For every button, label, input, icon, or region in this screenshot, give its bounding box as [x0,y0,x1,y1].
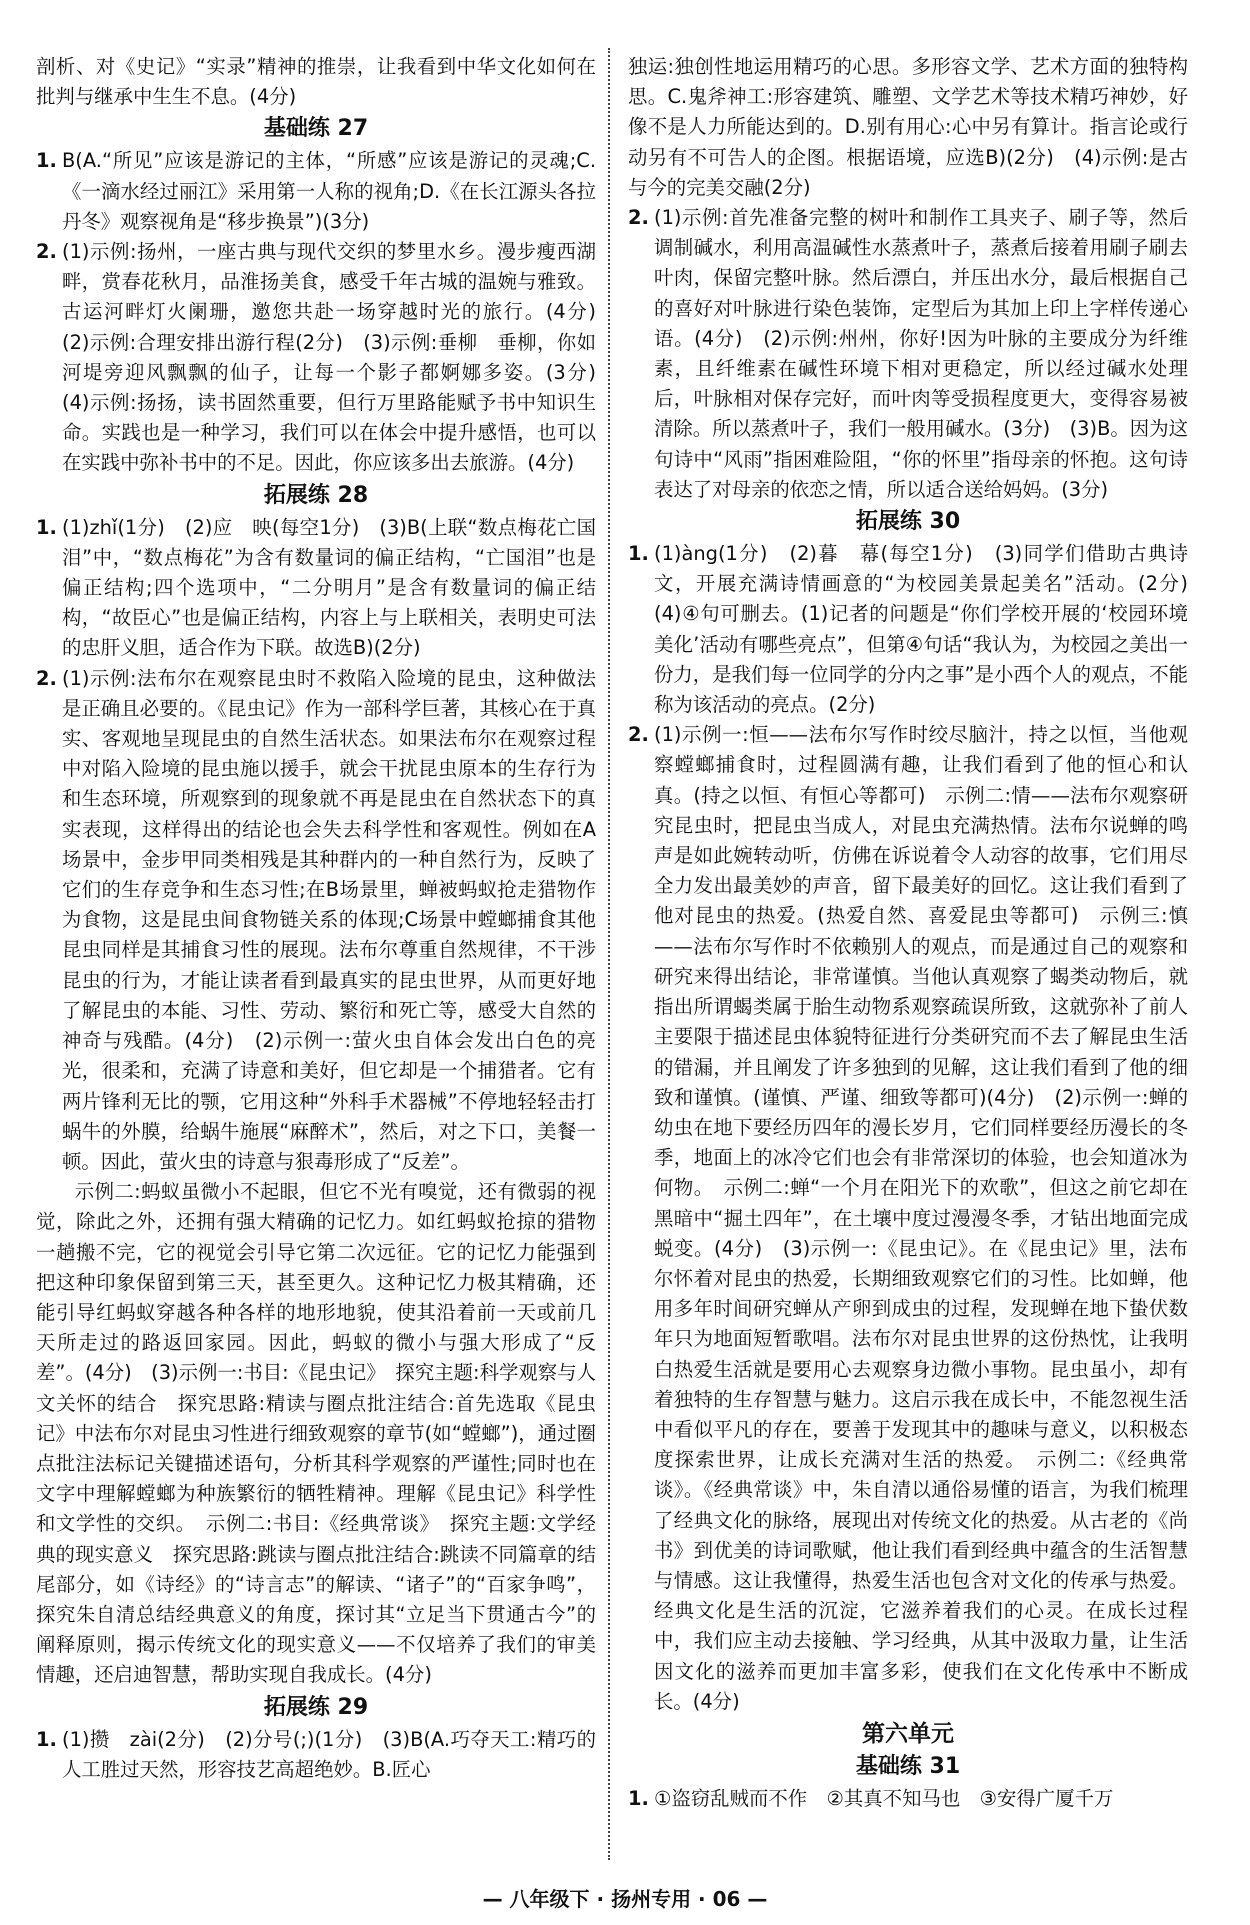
item-number: 2. [36,666,57,690]
answer-text: (1)示例:扬州，一座古典与现代交织的梦里水乡。漫步瘦西湖畔，赏春花秋月，品淮扬美食，感受千年古城的温婉与雅致。古运河畔灯火阑珊，邀您共赴一场穿越时光的旅行。(4分) (2)示例:合理安排出游行程(2分) (3)示例:垂柳 垂柳，你如河堤旁迎风飘飘的仙子，让每一个影子都婀娜多姿。(3分) (4)示例:扬扬，读书固然重要，但行万里路能赋予书中知识生命。实践也是一种学习，我们可以在体会中提升感悟，也可以在实践中弥补书中的不足。因此，你应该多出去旅游。(4分) [62,240,616,475]
unit-heading: 第六单元 [862,1720,954,1747]
answer-text: (1)示例一:恒——法布尔写作时绞尽脑汁，持之以恒，当他观察螳螂捕食时，过程圆满有趣，让我们看到了他的恒心和认真。(持之以恒、有恒心等都可) 示例二:情——法布尔观察研究昆虫时，把昆虫当成人，对昆虫充满热情。法布尔说蝉的鸣声是如此婉转动听，仿佛在诉说着令人动容的故事，它们用尽全力发出最美妙的声音，留下最美好的回忆。这让我们看到了他对昆虫的热爱。(热爱自然、喜爱昆虫等都可) 示例三:慎——法布尔写作时不依赖别人的观点，而是通过自己的观察和研究来得出结论，非常谨慎。当他认真观察了蝎类动物后，就指出所谓蝎类属于胎生动物系观察疏误所致，这就弥补了前人主要限于描述昆虫体貌特征进行分类研究而不去了解昆虫生活的错漏，并且阐发了许多独到的见解，这让我们看到了他的细致和谨慎。(谨慎、严谨、细致等都可)(4分) (2)示例一:蝉的幼虫在地下要经历四年的漫长岁月，它们同样要经历漫长的冬季，地面上的冰冷它们也会有非常深切的体验，也会知道冰为何物。 示例二:蝉“一个月在阳光下的欢歌”，但这之前它却在黑暗中“掘土四年”，在土壤中度过漫漫冬季，才钻出地面完成蜕变。(4分) (3)示例一:《昆虫记》。在《昆虫记》里，法布尔怀着对昆虫的热爱，长期细致观察它们的习性。比如蝉，他用多年时间研究蝉从产卵到成虫的过程，发现蝉在地下蛰伏数年只为地面短暂歌唱。法布尔对昆虫世界的这份热忱，让我明白热爱生活就是要用心去观察身边微小事物。昆虫虽小，却有着独特的生存智慧与魅力。这启示我在成长中，不能忽视生活中看似平凡的存在，要善于发现其中的趣味与意义，以积极态度探索世界，让成长充满对生活的热爱。 示例二:《经典常谈》。《经典常谈》中，朱自清以通俗易懂的语言，为我们梳理了经典文化的脉络，展现出对传统文化的热爱。从古老的《尚书》到优美的诗词歌赋，他让我们看到经典中蕴含的生活智慧与情感。这让我懂得，热爱生活也包含对文化的传承与热爱。经典文化是生活的沉淀，它滋养着我们的心灵。在成长过程中，我们应主动去接触、学习经典，从其中汲取力量，让生活因文化的滋养而更加丰富多彩，使我们在文化传承中不断成长。(4分) [654,723,1188,1713]
section-heading-31: 基础练 31 [855,1753,961,1779]
item-number: 1. [628,542,649,566]
item-number: 1. [36,149,57,173]
answer-item [628,1784,1188,1814]
item-number: 2. [628,206,649,230]
item-number: 1. [36,1727,57,1751]
answer-item [36,513,596,664]
answer-paragraph: 示例二:蚂蚁虽微小不起眼，但它不光有嗅觉，还有微弱的视觉，除此之外，还拥有强大精确的记忆力。如红蚂蚁抢掠的猎物一趟搬不完，它的视觉会引导它第二次远征。它的记忆力能强到把这种印象保留到第三天，甚至更久。这种记忆力极其精确，还能引导红蚂蚁穿越各种各样的地形地貌，使其沿着前一天或前几天所走过的路返回家园。因此，蚂蚁的微小与强大形成了“反差”。(4分) (3)示例一:书目:《昆虫记》 探究主题:科学观察与人文关怀的结合 探究思路:精读与圈点批注结合:首先选取《昆虫记》中法布尔对昆虫习性进行细致观察的章节(如“螳螂”)，通过圈点批注法标记关键描述语句，分析其科学观察的严谨性;同时也在文字中理解螳螂为种族繁衍的牺牲精神。理解《昆虫记》科学性和文学性的交织。 示例二:书目:《经典常谈》 探究主题:文学经典的现实意义 探究思路:跳读与圈点批注结合:跳读不同篇章的结尾部分，如《诗经》的“诗言志”的解读、“诸子”的“百家争鸣”，探究朱自清总结经典意义的角度，探讨其“立足当下贯通古今”的阐释原则，揭示传统文化的现实意义——不仅培养了我们的审美情趣，还启迪智慧，帮助实现自我成长。(4分) [36,1180,596,1687]
section-heading-28: 拓展练 28 [263,482,369,508]
item-number: 1. [628,1786,649,1810]
answer-text: ①盗窃乱贼而不作 ②其真不知马也 ③安得广厦千万 [654,1786,1114,1810]
continued-text: 独运:独创性地运用精巧的心思。多形容文学、艺术方面的独特构思。C.鬼斧神工:形容建筑、雕塑、文学艺术等技术精巧神妙，好像不是人力所能达到的。D.别有用心:心中另有算计。指言论或行动另有不可告人的企图。根据语境，应选B)(2分) (4)示例:是古与今的完美交融(2分) [628,55,1188,199]
continued-text: 剖析、对《史记》“实录”精神的推崇，让我看到中华文化如何在批判与继承中生生不息。(4分) [36,55,596,109]
right-column [628,52,1208,1814]
item-number: 2. [628,723,649,747]
answer-text: (1)zhǐ(1分) (2)应 映(每空1分) (3)B(上联“数点梅花亡国泪”中，“数点梅花”为含有数量词的偏正结构，“亡国泪”也是偏正结构;四个选项中，“二分明月”是含有数量词的偏正结构，“故臣心”也是偏正结构，内容上与上联相关，表明史可法的忠肝义胆，适合作为下联。故选B)(2分) [62,515,596,660]
item-number: 1. [36,515,57,539]
answer-text: (1)示例:法布尔在观察昆虫时不救陷入险境的昆虫，这种做法是正确且必要的。《昆虫记》作为一部科学巨著，其核心在于真实、客观地呈现昆虫的自然生活状态。如果法布尔在观察过程中对陷入险境的昆虫施以援手，就会干扰昆虫原本的生存行为和生态环境，所观察到的现象就不再是昆虫在自然状态下的真实表现，这样得出的结论也会失去科学性和客观性。例如在A场景中，金步甲同类相残是其种群内的一种自然行为，反映了它们的生存竞争和生态习性;在B场景里，蝉被蚂蚁抢走猎物作为食物，这是昆虫间食物链关系的体现;C场景中螳螂捕食其他昆虫同样是其捕食习性的展现。法布尔尊重自然规律，不干涉昆虫的行为，才能让读者看到最真实的昆虫世界，从而更好地了解昆虫的本能、习性、劳动、繁衍和死亡等，感受大自然的神奇与残酷。(4分) (2)示例一:萤火虫自体会发出白色的亮光，很柔和，充满了诗意和美好，但它却是一个捕猎者。它有两片锋利无比的颚，它用这种“外科手术器械”不停地轻轻击打蜗牛的外膜，给蜗牛施展“麻醉术”，然后，对之下口，美餐一顿。因此，萤火虫的诗意与狠毒形成了“反差”。 [62,666,596,1173]
page-footer: — 八年级下 · 扬州专用 · 06 — [482,1887,768,1911]
answer-text: (1)àng(1分) (2)暮 幕(每空1分) (3)同学们借助古典诗文，开展充满诗情画意的“为校园美景起美名”活动。(2分) (4)④句可删去。(1)记者的问题是“你们学校开展的‘校园环境美化’活动有哪些亮点”，但第④句话“我认为，为校园之美出一份力，是我们每一位同学的分内之事”是小西个人的观点，不能称为该活动的亮点。(2分) [654,542,1208,717]
answer-text: B(A.“所见”应该是游记的主体，“所感”应该是游记的灵魂;C.《一滴水经过丽江》采用第一人称的视角;D.《在长江源头各拉丹冬》观察视角是“移步换景”)(3分) [62,149,596,233]
answer-item [628,203,1188,505]
answer-item [628,720,1188,1717]
section-heading-27: 基础练 27 [263,116,369,142]
section-heading-30: 拓展练 30 [855,509,961,535]
item-number: 2. [36,240,57,264]
section-heading-29: 拓展练 29 [263,1694,369,1720]
answer-item [36,146,596,237]
left-column [36,52,616,1785]
answer-text: (1)攒 zài(2分) (2)分号(;)(1分) (3)B(A.巧夺天工:精巧的人工胜过天然，形容技艺高超绝妙。B.匠心 [62,1727,596,1781]
answer-item [628,539,1208,720]
answer-item [36,237,616,479]
answer-text: (1)示例:首先准备完整的树叶和制作工具夹子、刷子等，然后调制碱水，利用高温碱性水蒸煮叶子，蒸煮后接着用刷子刷去叶肉，保留完整叶脉。然后漂白，并压出水分，最后根据自己的喜好对叶脉进行染色装饰，定型后为其加上印上字样传递心语。(4分) (2)示例:州州，你好!因为叶脉的主要成分为纤维素，且纤维素在碱性环境下相对更稳定，所以经过碱水处理后，叶脉相对保存完好，而叶肉等受损程度更大，变得容易被清除。所以蒸煮叶子，我们一般用碱水。(3分) (3)B。因为这句诗中“风雨”指困难险阻，“你的怀里”指母亲的怀抱。这句诗表达了对母亲的依恋之情，所以适合送给妈妈。(3分) [654,206,1188,501]
answer-item [36,664,596,1177]
answer-item [36,1725,596,1785]
